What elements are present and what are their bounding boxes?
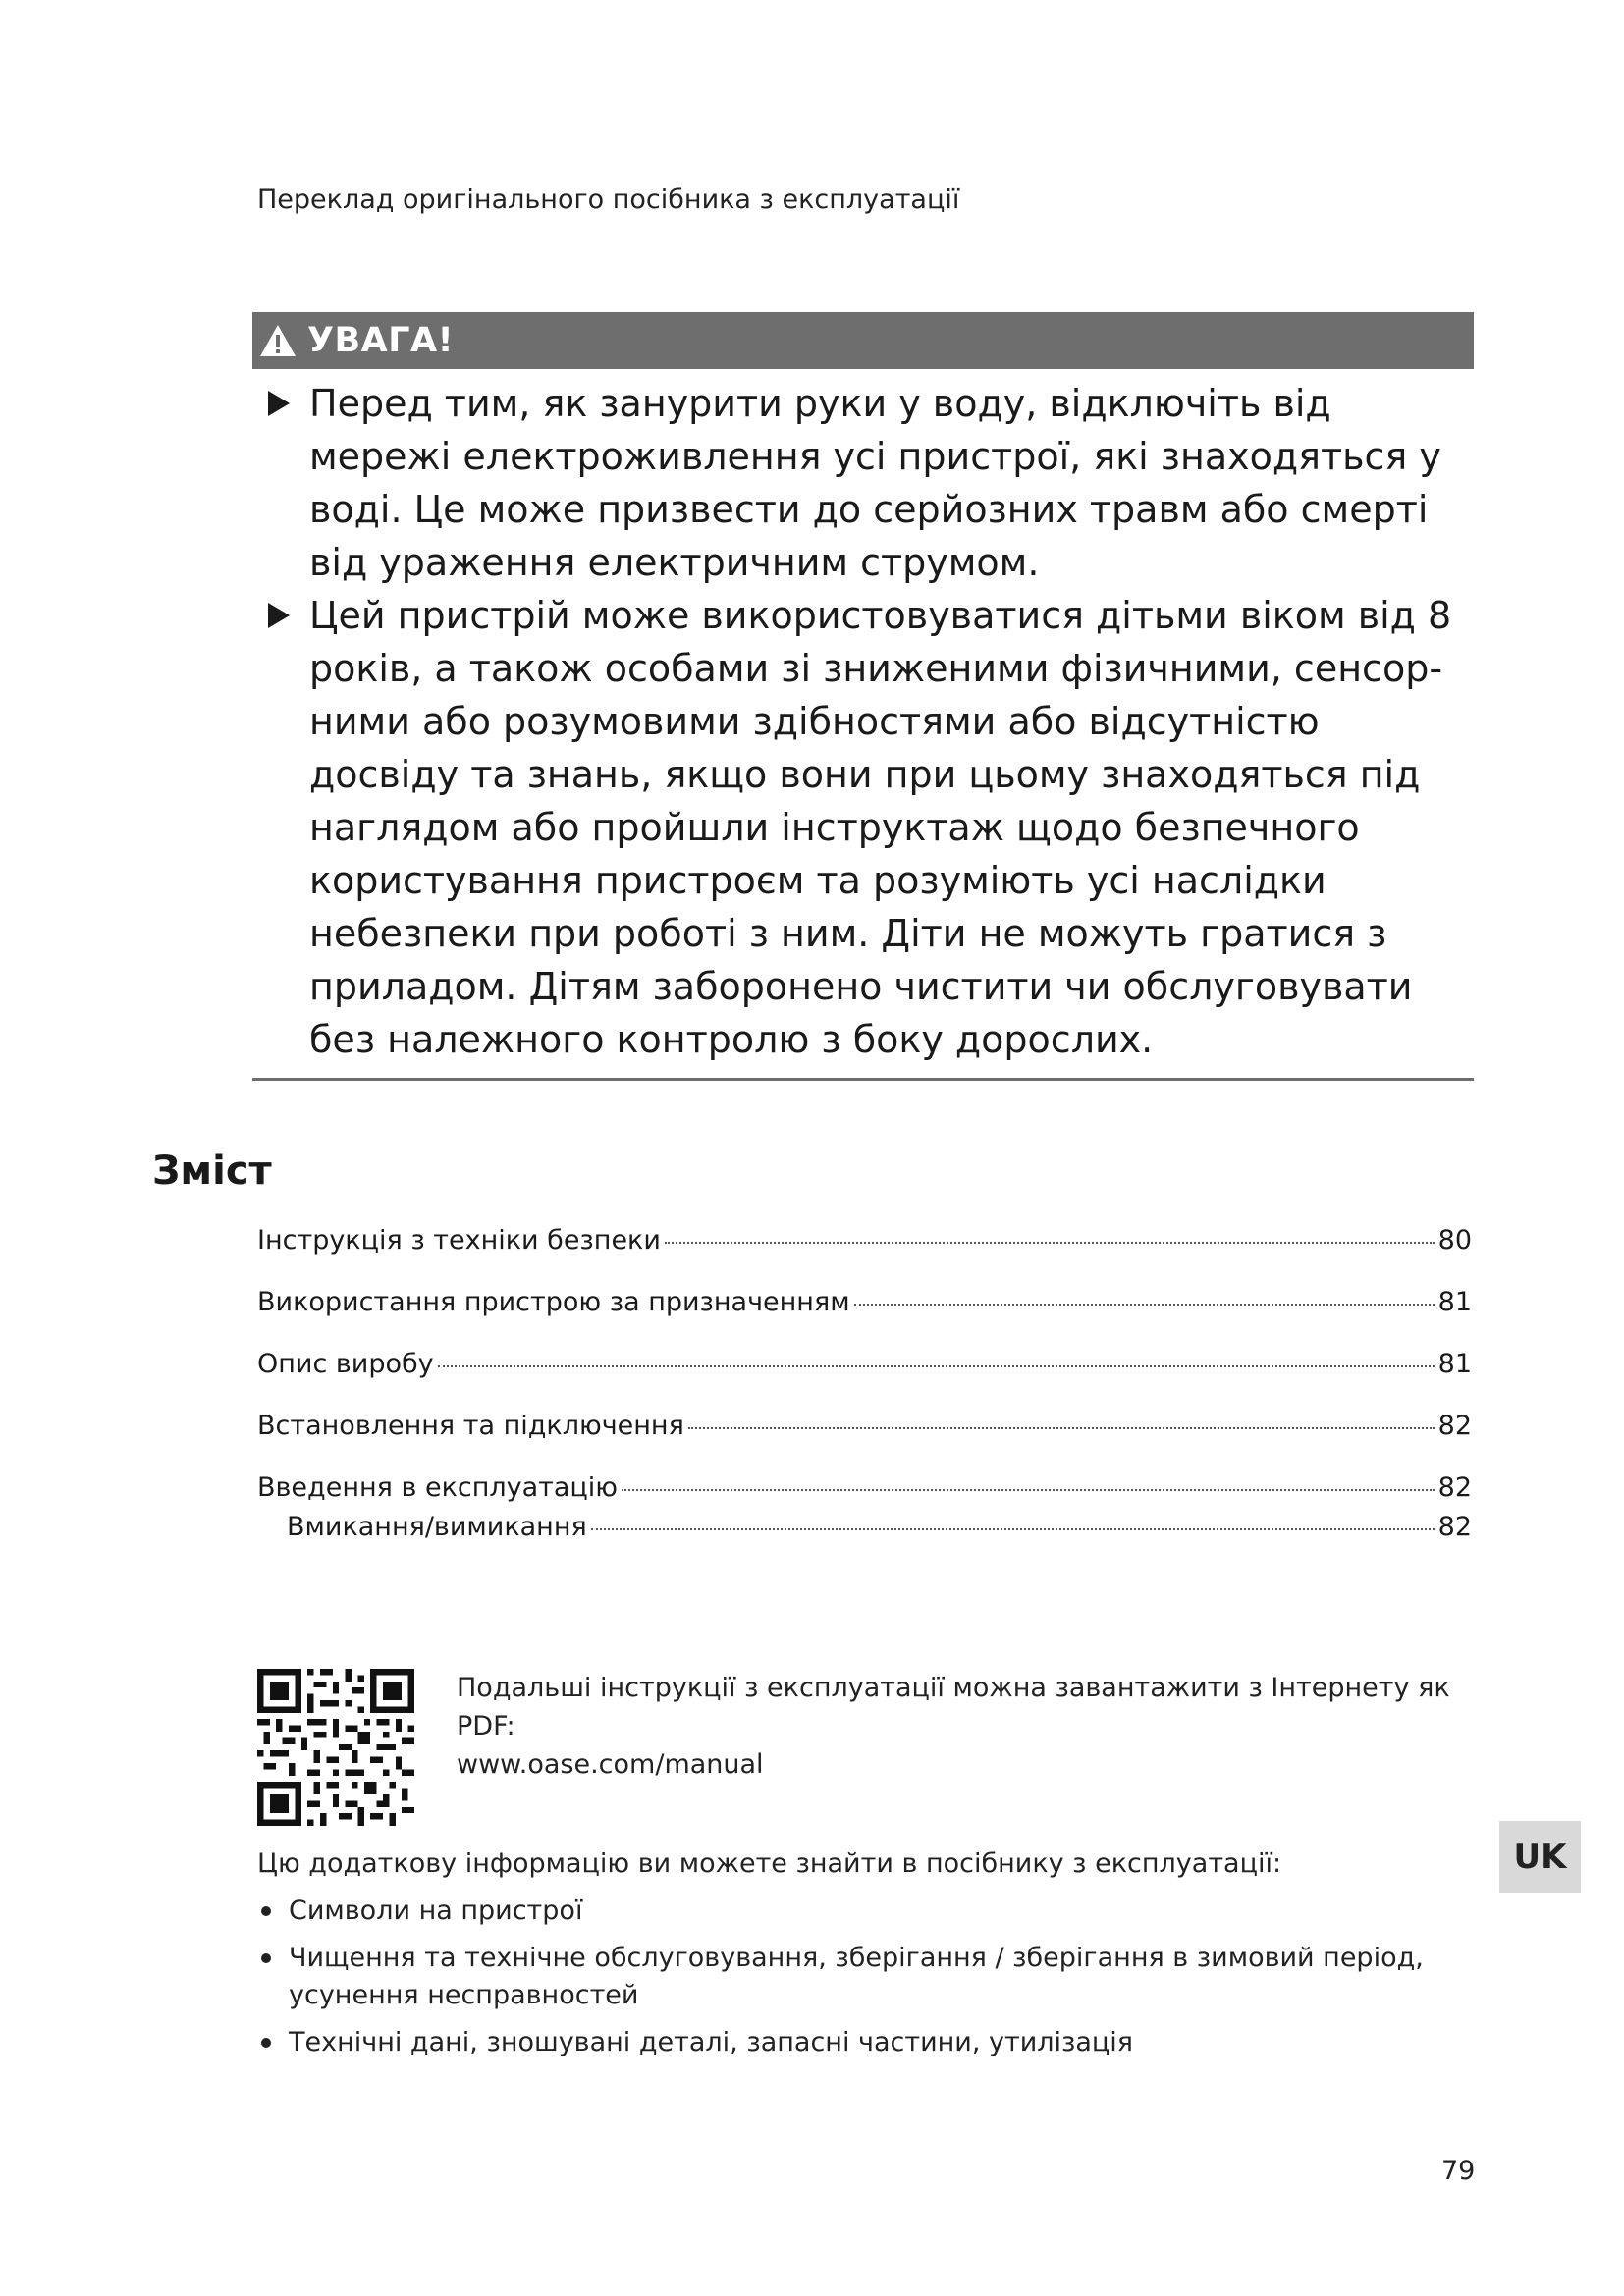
qr-code-icon (257, 1669, 414, 1826)
table-of-contents (257, 1225, 1472, 1549)
toc-entry-label: Вмикання/вимикання (287, 1512, 587, 1542)
toc-entry-page: 80 (1437, 1225, 1472, 1255)
toc-leader-dots (854, 1304, 1435, 1306)
toc-entry[interactable] (257, 1472, 1472, 1510)
list-item: Чищення та технічне обслуговування, зберігання / зберігання в зимовий період, усунення несправностей (257, 1940, 1475, 2014)
additional-info-intro: Цю додаткову інформацію ви можете знайти в посібнику з експлуатації: (257, 1848, 1282, 1879)
toc-entry-page: 82 (1437, 1411, 1472, 1441)
toc-entry[interactable] (257, 1287, 1472, 1324)
warning-item (252, 377, 1474, 589)
toc-entry[interactable] (257, 1411, 1472, 1448)
toc-entry-label: Опис виробу (257, 1349, 434, 1379)
list-item: Символи на пристрої (257, 1893, 1475, 1930)
warning-item-text: Цей пристрій може використовуватися дітьми віком від 8 років, а також особами зі зниженими фізичними, сенсорними або розумовими здібностями або відсутністю досвіду та знань, якщо вони при цьому знаходяться під наглядом або пройшли інструктаж щодо безпечного користування пристроєм та розуміють усі наслідки небезпеки при роботі з ним. Діти не можуть гратися з приладом. Дітям заборонено чистити чи обслуговувати без належного контролю з боку дорослих. (309, 594, 1452, 1061)
warning-box (252, 312, 1474, 1081)
toc-entry-label: Інструкція з техніки безпеки (257, 1225, 661, 1255)
warning-header (252, 312, 1474, 369)
toc-title: Зміст (152, 1148, 272, 1194)
toc-entry-page: 82 (1437, 1472, 1472, 1503)
toc-entry-page: 81 (1437, 1349, 1472, 1379)
toc-entry-page: 81 (1437, 1287, 1472, 1317)
toc-entry[interactable] (257, 1225, 1472, 1262)
toc-leader-dots (438, 1365, 1435, 1367)
download-info (457, 1669, 1468, 1784)
toc-leader-dots (665, 1242, 1435, 1244)
toc-leader-dots (622, 1489, 1435, 1491)
toc-entry-label: Введення в експлуатацію (257, 1472, 619, 1503)
document-subtitle: Переклад оригінального посібника з експлуатації (257, 185, 960, 215)
page-number: 79 (1441, 2156, 1476, 2186)
toc-entry[interactable] (257, 1349, 1472, 1386)
toc-entry-label: Використання пристрою за призначенням (257, 1287, 850, 1317)
warning-triangle-icon (258, 323, 298, 358)
additional-info-list (257, 1893, 1475, 2061)
toc-leader-dots (688, 1427, 1435, 1429)
warning-item (252, 589, 1474, 1066)
warning-bottom-rule (252, 1078, 1474, 1081)
toc-leader-dots (591, 1528, 1435, 1530)
arrow-right-icon (268, 603, 290, 628)
toc-subentry[interactable] (257, 1512, 1472, 1549)
warning-item-text: Перед тим, як занурити руки у воду, відключіть від мережі електроживлення усі пристрої, які знаходяться у воді. Це може призвести до серйозних травм або смерті від ураження електричним струмом. (309, 382, 1441, 584)
list-item: Технічні дані, зношувані деталі, запасні частини, утилізація (257, 2024, 1475, 2061)
arrow-right-icon (268, 391, 290, 416)
toc-entry-label: Встановлення та підключення (257, 1411, 684, 1441)
warning-title: УВАГА! (307, 321, 455, 360)
language-tab: UK (1499, 1821, 1581, 1893)
toc-entry-page: 82 (1437, 1512, 1472, 1542)
warning-list (252, 377, 1474, 1066)
download-text: Подальші інструкції з експлуатації можна завантажити з Інтернету як PDF: (457, 1673, 1450, 1741)
additional-info (257, 1845, 1475, 2071)
manual-url-link[interactable]: www.oase.com/manual (457, 1749, 764, 1780)
